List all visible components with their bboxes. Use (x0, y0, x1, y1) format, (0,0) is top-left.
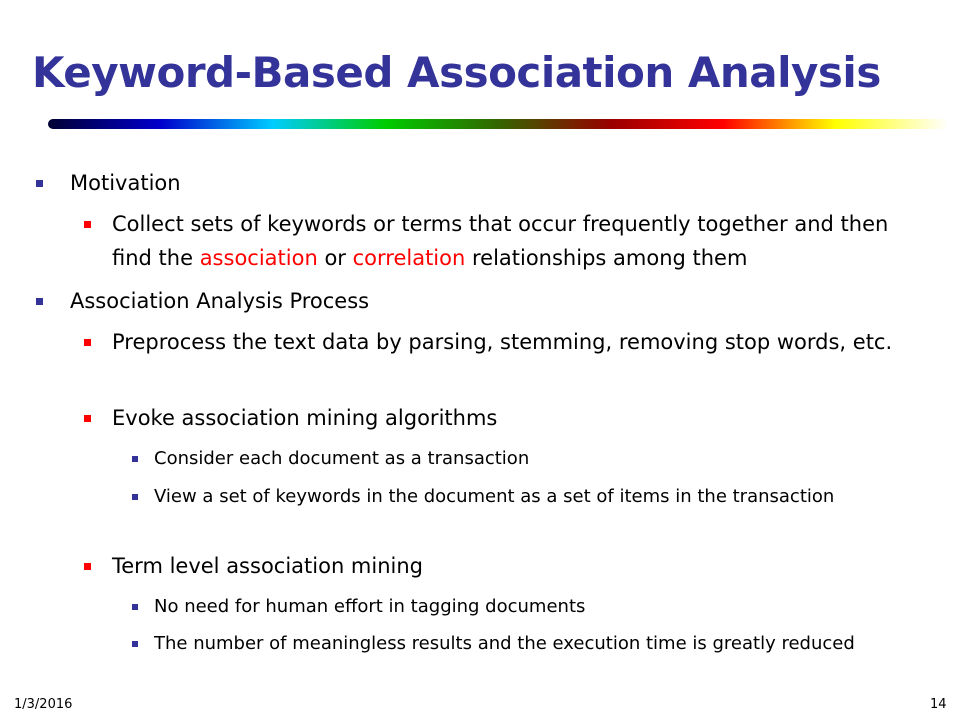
highlight-correlation: correlation (352, 246, 466, 270)
bullet-preprocess (112, 325, 932, 359)
bullet-no-need (154, 592, 914, 622)
slide-title: Keyword-Based Association Analysis (32, 48, 881, 97)
bullet-meaningless (154, 629, 914, 659)
bullet-term-level (112, 549, 932, 583)
bullet-evoke (112, 401, 932, 435)
bullet-consider (154, 444, 914, 474)
bullet-process (70, 284, 369, 318)
square-bullet-icon (132, 456, 138, 462)
square-bullet-icon (36, 298, 43, 305)
bullet-collect (112, 207, 932, 275)
bullet-text: relationships among them (465, 246, 748, 270)
highlight-association: association (199, 246, 318, 270)
bullet-text: Term level association mining (112, 554, 424, 578)
bullet-text: Association Analysis Process (70, 289, 370, 313)
bullet-view-set (154, 482, 914, 512)
bullet-text: Preprocess the text data by parsing, stemming, removing stop words, etc. (112, 330, 893, 354)
bullet-text: Evoke association mining algorithms (112, 406, 498, 430)
square-bullet-icon (84, 339, 91, 346)
bullet-text: No need for human effort in tagging documents (154, 596, 586, 617)
footer-page-number: 14 (930, 697, 947, 712)
square-bullet-icon (132, 494, 138, 500)
square-bullet-icon (132, 641, 138, 647)
bullet-text: Consider each document as a transaction (154, 448, 530, 469)
bullet-text: Collect sets of keywords or terms that occur frequently together and then find the (112, 212, 889, 270)
square-bullet-icon (84, 221, 91, 228)
square-bullet-icon (132, 604, 138, 610)
bullet-motivation (70, 166, 181, 200)
bullet-text: The number of meaningless results and the execution time is greatly reduced (154, 633, 855, 654)
bullet-text: or (317, 246, 353, 270)
square-bullet-icon (36, 180, 43, 187)
footer-date: 1/3/2016 (14, 697, 73, 712)
square-bullet-icon (84, 415, 91, 422)
bullet-text: View a set of keywords in the document as a set of items in the transaction (154, 486, 835, 507)
title-gradient-rule (48, 119, 948, 129)
square-bullet-icon (84, 563, 91, 570)
bullet-text: Motivation (70, 171, 181, 195)
